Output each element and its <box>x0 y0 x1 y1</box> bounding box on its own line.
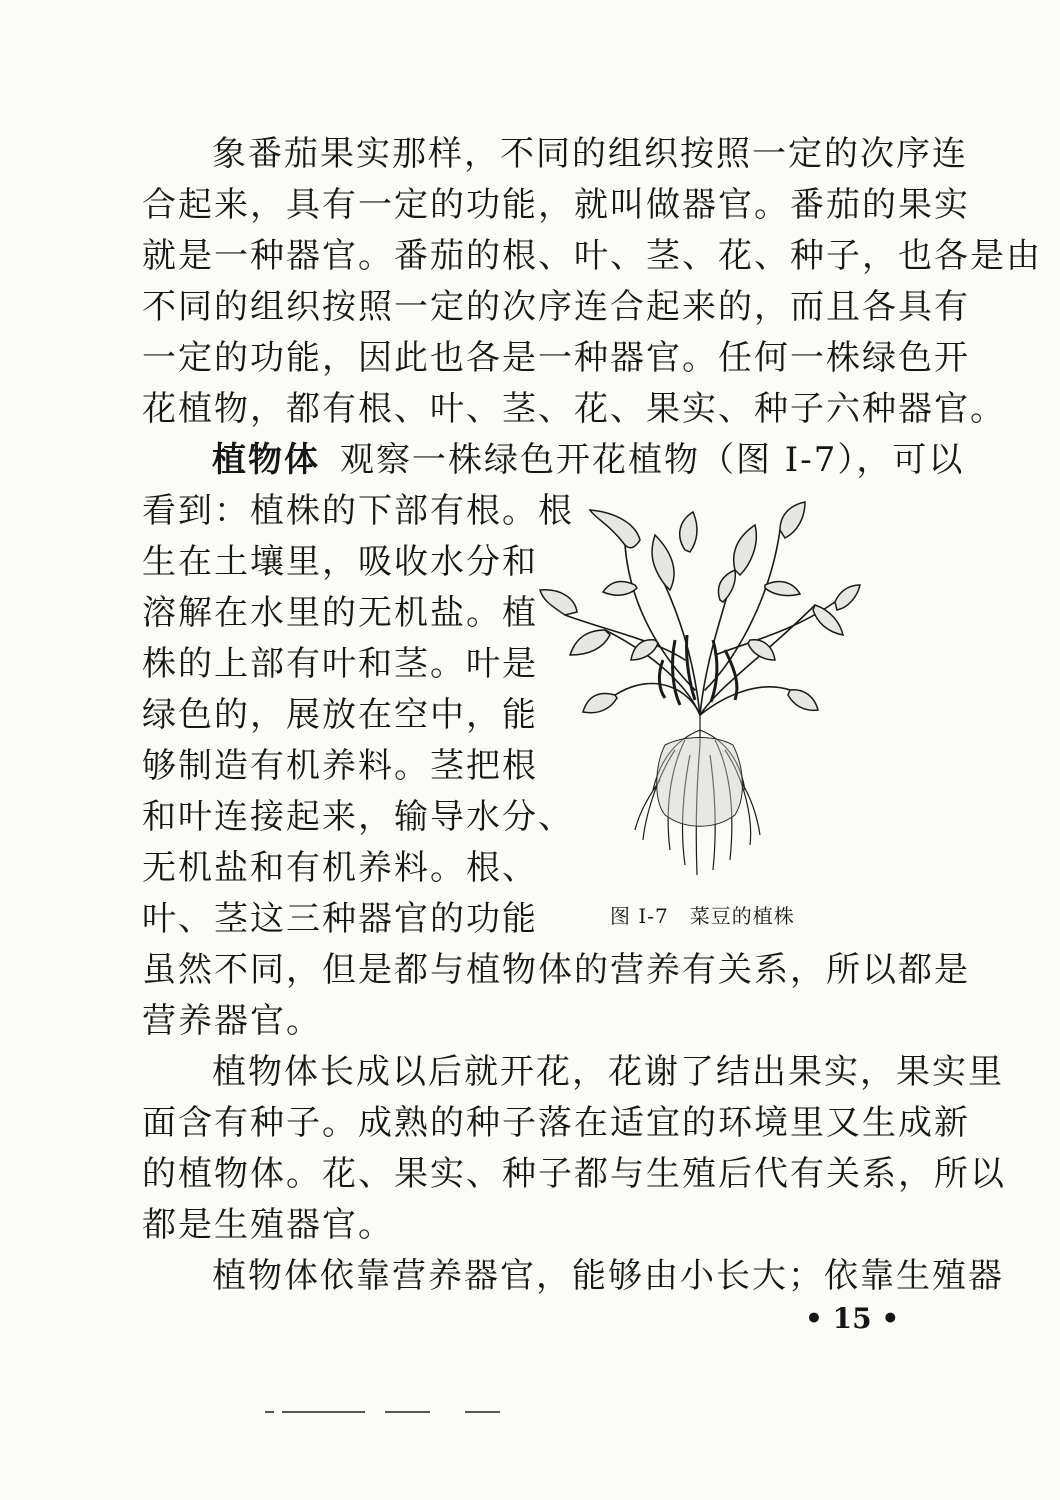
text-line: 面含有种子。成熟的种子落在适宜的环境里又生成新 <box>142 1103 970 1143</box>
text-line: 一定的功能，因此也各是一种器官。任何一株绿色开 <box>142 338 970 378</box>
text-line: 就是一种器官。番茄的根、叶、茎、花、种子，也各是由 <box>142 236 1042 276</box>
text-line: 不同的组织按照一定的次序连合起来的，而且各具有 <box>142 287 970 327</box>
text-line: 绿色的，展放在空中，能 <box>142 695 538 735</box>
text-line: 营养器官。 <box>142 1001 322 1041</box>
text-line: 植物体依靠营养器官，能够由小长大；依靠生殖器 <box>212 1256 1004 1296</box>
text-line: 和叶连接起来，输导水分、 <box>142 797 574 837</box>
text-line: 虽然不同，但是都与植物体的营养有关系，所以都是 <box>142 950 970 990</box>
text-line: 花植物，都有根、叶、茎、花、果实、种子六种器官。 <box>142 389 1006 429</box>
text-line: 观察一株绿色开花植物（图 I-7），可以 <box>340 440 965 480</box>
text-line: 植物体长成以后就开花，花谢了结出果实，果实里 <box>212 1052 1004 1092</box>
text-line: 株的上部有叶和茎。叶是 <box>142 644 538 684</box>
page-number: • 15 • <box>805 1302 900 1335</box>
text-line: 看到：植株的下部有根。根 <box>142 491 574 531</box>
text-line: 都是生殖器官。 <box>142 1205 394 1245</box>
text-line: 无机盐和有机养料。根、 <box>142 848 538 888</box>
section-heading: 植物体 <box>212 440 320 480</box>
text-line: 合起来，具有一定的功能，就叫做器官。番茄的果实 <box>142 185 970 225</box>
figure-caption: 图 I-7 菜豆的植株 <box>610 904 795 928</box>
text-line: 生在土壤里，吸收水分和 <box>142 542 538 582</box>
text-line: 溶解在水里的无机盐。植 <box>142 593 538 633</box>
text-line: 叶、茎这三种器官的功能 <box>142 899 538 939</box>
text-line: 的植物体。花、果实、种子都与生殖后代有关系，所以 <box>142 1154 1006 1194</box>
scan-artifact-rule <box>260 1408 510 1416</box>
text-line: 象番茄果实那样，不同的组织按照一定的次序连 <box>212 134 968 174</box>
text-line: 够制造有机养料。茎把根 <box>142 746 538 786</box>
bean-plant-illustration <box>535 490 865 890</box>
